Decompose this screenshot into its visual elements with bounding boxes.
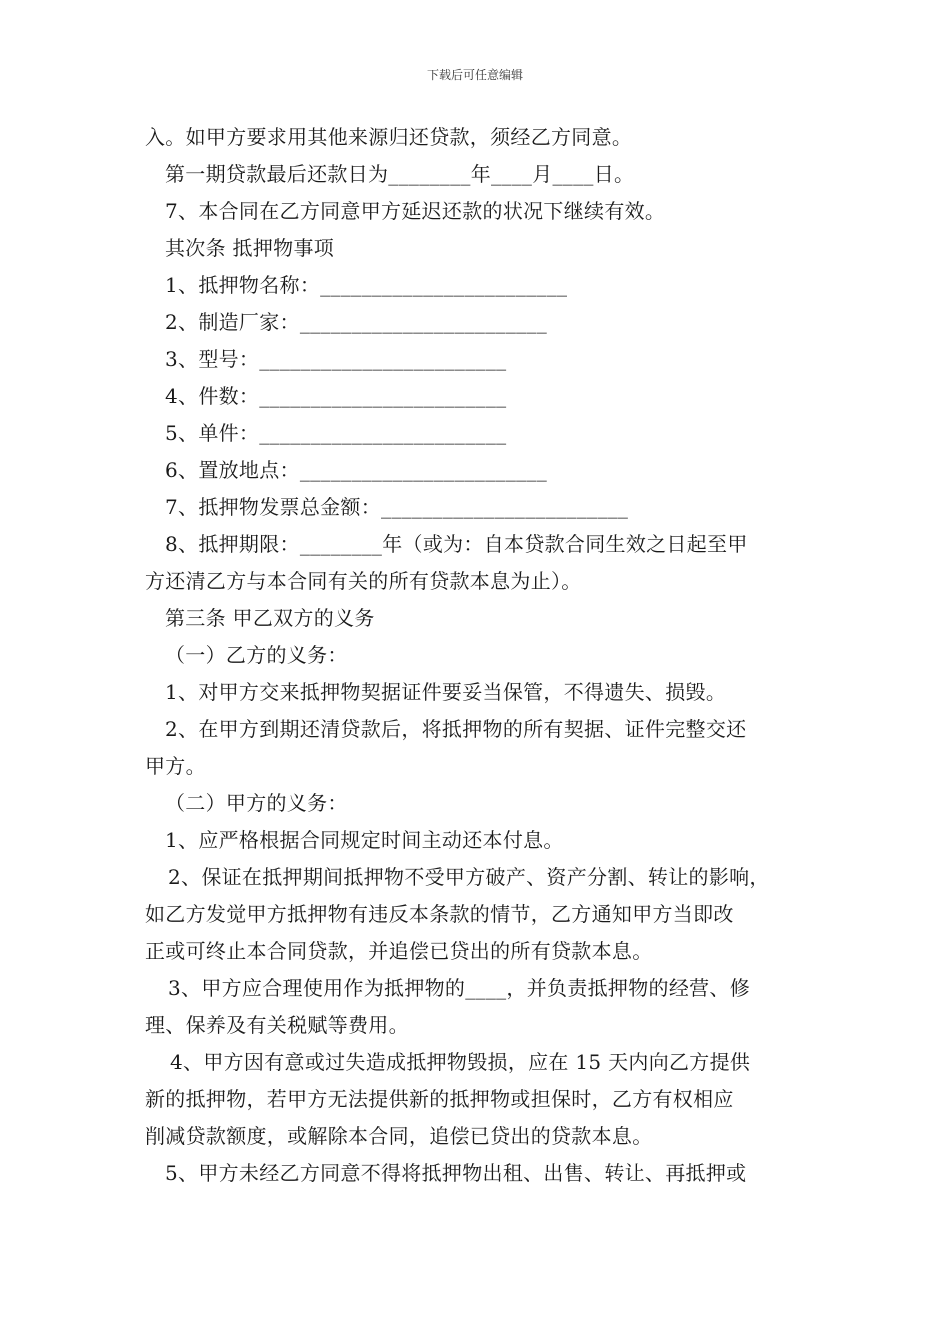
text-line: 7、抵押物发票总金额：________________________ (165, 495, 629, 519)
text-line: 4、件数：________________________ (165, 384, 507, 408)
text-line: 3、甲方应合理使用作为抵押物的____，并负责抵押物的经营、修 (168, 976, 751, 1000)
text-line: 7、本合同在乙方同意甲方延迟还款的状况下继续有效。 (165, 199, 666, 223)
document-body (145, 119, 825, 1192)
text-line: 6、置放地点：________________________ (165, 458, 548, 482)
text-line: 1、对甲方交来抵押物契据证件要妥当保管，不得遗失、损毁。 (165, 680, 727, 704)
text-line: 2、保证在抵押期间抵押物不受甲方破产、资产分割、转让的影响， (168, 865, 770, 889)
text-line: 5、单件：________________________ (165, 421, 507, 445)
section-heading: 第三条 甲乙双方的义务 (165, 606, 375, 630)
text-line: 入。如甲方要求用其他来源归还贷款，须经乙方同意。 (145, 125, 633, 149)
section-heading: 其次条 抵押物事项 (165, 236, 335, 260)
text-line: 如乙方发觉甲方抵押物有违反本条款的情节，乙方通知甲方当即改 (145, 902, 734, 926)
page-header: 下载后可任意编辑 (426, 68, 523, 82)
subsection-heading: （一）乙方的义务： (165, 643, 348, 667)
text-line: 4、甲方因有意或过失造成抵押物毁损，应在 15 天内向乙方提供 (170, 1050, 751, 1074)
text-line: 新的抵押物，若甲方无法提供新的抵押物或担保时，乙方有权相应 (145, 1087, 734, 1111)
text-line: 1、抵押物名称：________________________ (165, 273, 568, 297)
text-line: 1、应严格根据合同规定时间主动还本付息。 (165, 828, 564, 852)
text-line: 正或可终止本合同贷款，并追偿已贷出的所有贷款本息。 (145, 939, 653, 963)
text-line: 5、甲方未经乙方同意不得将抵押物出租、出售、转让、再抵押或 (165, 1161, 747, 1185)
text-line: 2、在甲方到期还清贷款后，将抵押物的所有契据、证件完整交还 (165, 717, 747, 741)
text-line: 2、制造厂家：________________________ (165, 310, 548, 334)
text-line: 第一期贷款最后还款日为________年____月____日。 (165, 162, 635, 186)
text-line: 理、保养及有关税赋等费用。 (145, 1013, 409, 1037)
text-line: 8、抵押期限：________年（或为：自本贷款合同生效之日起至甲 (165, 532, 748, 556)
text-line: 3、型号：________________________ (165, 347, 507, 371)
subsection-heading: （二）甲方的义务： (165, 791, 348, 815)
text-line: 甲方。 (145, 754, 206, 778)
text-line: 方还清乙方与本合同有关的所有贷款本息为止）。 (145, 569, 582, 593)
text-line: 削减贷款额度，或解除本合同，追偿已贷出的贷款本息。 (145, 1124, 653, 1148)
